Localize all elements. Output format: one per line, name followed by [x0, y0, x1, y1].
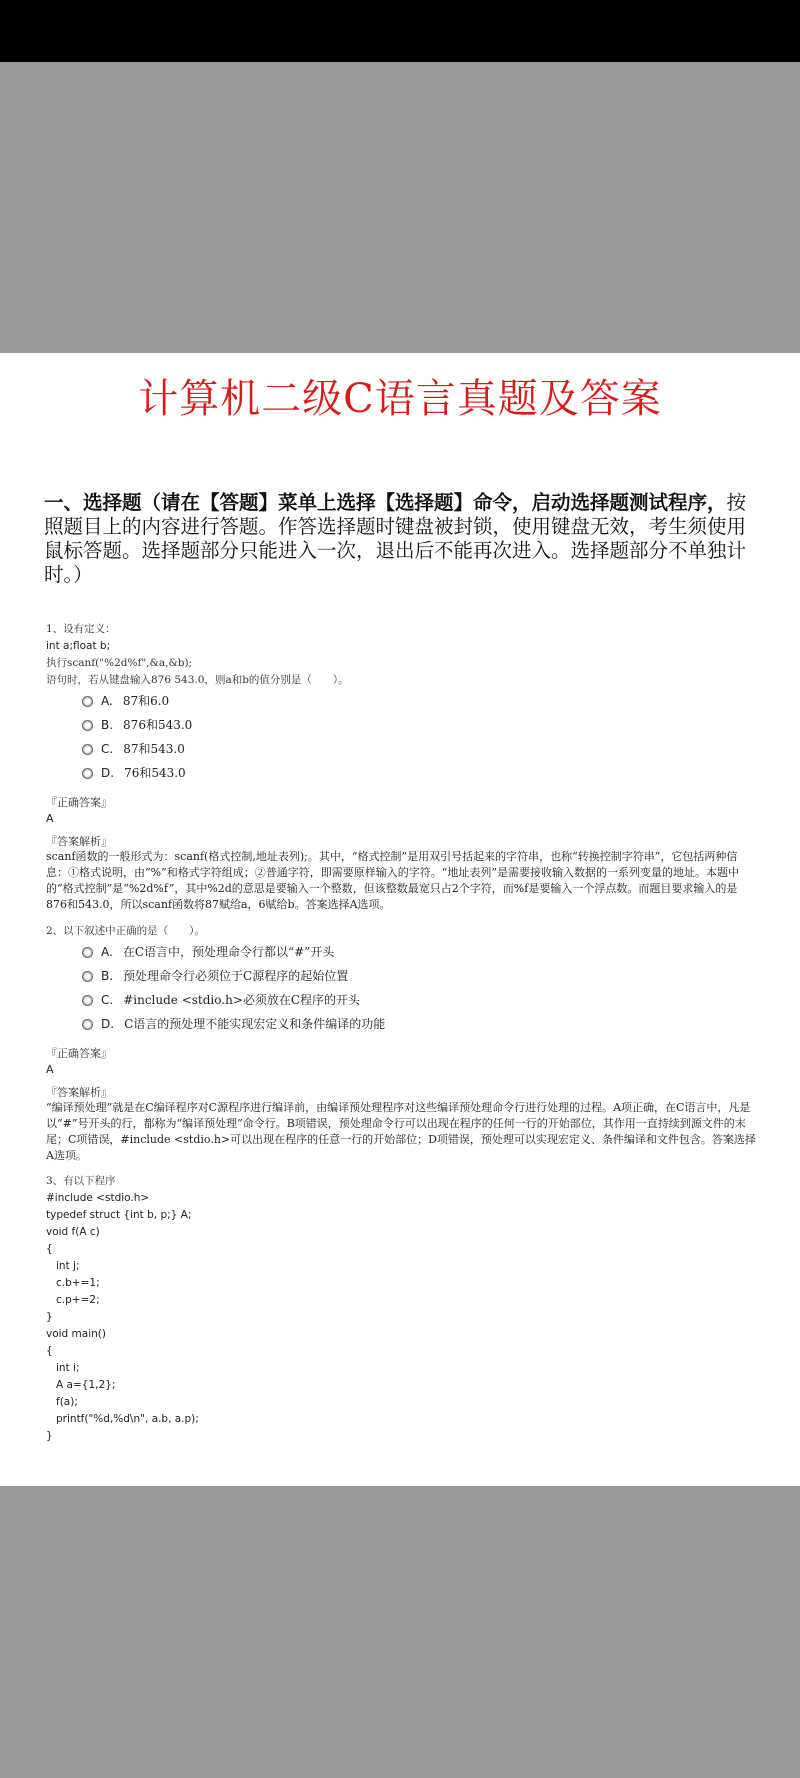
q2-explanation: “编译预处理”就是在C编译程序对C源程序进行编译前，由编译预处理程序对这些编译预处理命令行进行处理的过程。A项正确，在C语言中，凡是以“#”号开头的行，都称为“编译预处理”命令行。B项错误，预处理命令行可以出现在程序的任何一行的开始部位，其作用一直持续到源文件的末尾；C项错误，#include <stdio.h>可以出现在程序的任意一行的开始部位；D项错误，预处理可以实现宏定义、条件编译和文件包含。答案选择A选项。	[46, 1101, 756, 1162]
section-heading	[44, 491, 760, 587]
radio-button-icon[interactable]	[82, 971, 93, 982]
q2-option-a[interactable]: A. 在C语言中，预处理命令行都以“#”开头	[46, 940, 758, 964]
code-line: typedef struct {int b, p;} A;	[46, 1209, 192, 1221]
code-line: {	[46, 1243, 53, 1255]
code-line: f(a);	[46, 1396, 78, 1408]
document-page	[0, 353, 800, 1486]
radio-button-icon[interactable]	[82, 995, 93, 1006]
question-1-line: 执行scanf("%2d%f",&a,&b);	[46, 657, 193, 669]
question-1	[46, 621, 758, 913]
code-block	[46, 1190, 758, 1445]
code-line: int j;	[46, 1260, 80, 1272]
viewer-background-top	[0, 62, 800, 353]
q1-option-b[interactable]: B. 876和543.0	[46, 713, 758, 737]
q2-explanation-label: 『答案解析』	[46, 1086, 112, 1099]
section-heading-rest: 按照题目上的内容进行答题。作答选择题时键盘被封锁，使用键盘无效，考生须使用鼠标答题。选择题部分只能进入一次，退出后不能再次进入。选择题部分不单独计时。）	[44, 491, 747, 586]
question-1-line: int a;float b;	[46, 640, 111, 652]
q1-option-d[interactable]: D. 76和543.0	[46, 761, 758, 785]
radio-button-icon[interactable]	[82, 1019, 93, 1030]
q1-explanation-label: 『答案解析』	[46, 835, 112, 848]
viewer-background-bottom	[0, 1486, 800, 1778]
q1-answer-label: 『正确答案』	[46, 796, 112, 809]
q2-answer-value: A	[46, 1063, 54, 1076]
code-line: c.p+=2;	[46, 1294, 100, 1306]
question-1-line: 语句时，若从键盘输入876 543.0，则a和b的值分别是（ ）。	[46, 674, 349, 686]
code-line: int i;	[46, 1362, 80, 1374]
section-heading-bold: 一、选择题（请在【答题】菜单上选择【选择题】命令，启动选择题测试程序，	[44, 491, 727, 514]
q1-option-a[interactable]: A. 87和6.0	[46, 689, 758, 713]
code-line: void f(A c)	[46, 1226, 100, 1238]
code-line: c.b+=1;	[46, 1277, 100, 1289]
question-1-line: 1、设有定义：	[46, 623, 116, 635]
question-2-stem: 2、以下叙述中正确的是（ ）。	[46, 925, 205, 937]
q2-option-c[interactable]: C. #include <stdio.h>必须放在C程序的开头	[46, 988, 758, 1012]
radio-button-icon[interactable]	[82, 744, 93, 755]
question-3	[46, 1173, 758, 1445]
code-line: A a={1,2};	[46, 1379, 116, 1391]
radio-button-icon[interactable]	[82, 720, 93, 731]
code-line: printf("%d,%d\n", a.b, a.p);	[46, 1413, 199, 1425]
radio-button-icon[interactable]	[82, 696, 93, 707]
q2-option-b[interactable]: B. 预处理命令行必须位于C源程序的起始位置	[46, 964, 758, 988]
radio-button-icon[interactable]	[82, 947, 93, 958]
code-line: #include <stdio.h>	[46, 1192, 150, 1204]
radio-button-icon[interactable]	[82, 768, 93, 779]
q1-answer-value: A	[46, 812, 54, 825]
top-black-bar	[0, 0, 800, 62]
q2-option-d[interactable]: D. C语言的预处理不能实现宏定义和条件编译的功能	[46, 1012, 758, 1036]
question-3-stem: 3、有以下程序	[46, 1175, 116, 1187]
document-title: 计算机二级C语言真题及答案	[138, 376, 662, 422]
code-line: }	[46, 1311, 53, 1323]
q1-option-c[interactable]: C. 87和543.0	[46, 737, 758, 761]
code-line: void main()	[46, 1328, 106, 1340]
code-line: }	[46, 1430, 53, 1442]
code-line: {	[46, 1345, 53, 1357]
question-2	[46, 923, 758, 1164]
q1-explanation: scanf函数的一般形式为：scanf(格式控制,地址表列);。其中，“格式控制”是用双引号括起来的字符串，也称“转换控制字符串”，它包括两种信息：①格式说明，由“%”和格式字符组成；②普通字符，即需要原样输入的字符。“地址表列”是需要接收输入数据的一系列变量的地址。本题中的“格式控制”是“%2d%f”，其中%2d的意思是要输入一个整数，但该整数最宽只占2个字符，而%f是要输入一个浮点数。而题目要求输入的是876和543.0，所以scanf函数将87赋给a，6赋给b。答案选择A选项。	[46, 850, 739, 911]
q2-answer-label: 『正确答案』	[46, 1047, 112, 1060]
